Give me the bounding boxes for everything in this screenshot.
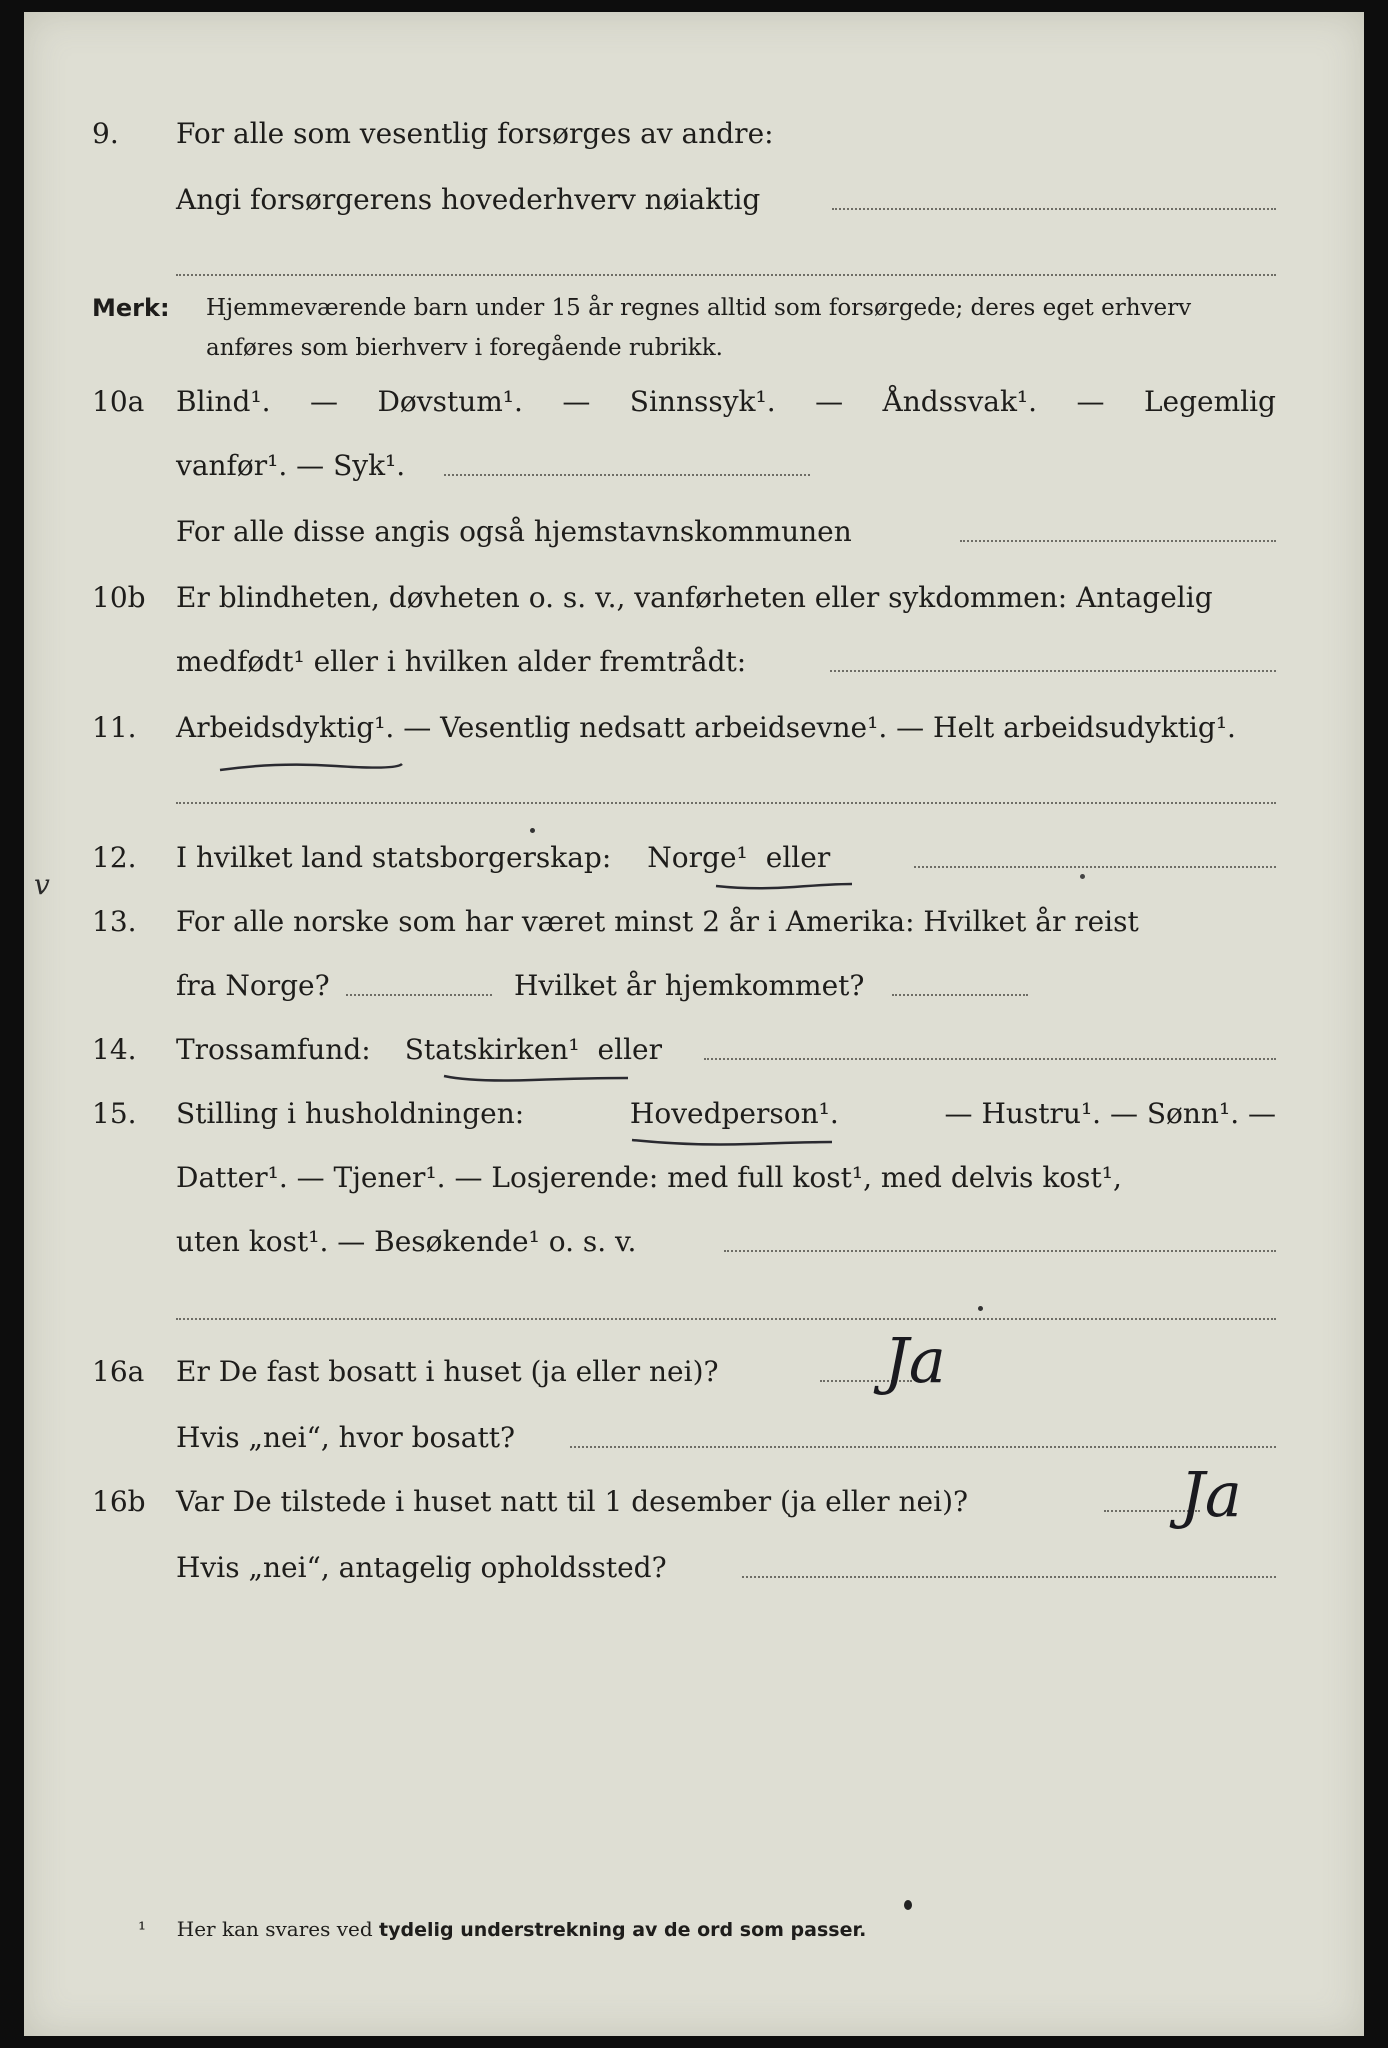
footnote-marker: ¹: [138, 1917, 147, 1941]
ink-speck: [1080, 874, 1085, 879]
q15-number: 15.: [92, 1097, 137, 1130]
q12-suffix: eller: [765, 841, 831, 874]
q12-content: [176, 836, 830, 880]
q16a-number: 16a: [92, 1355, 145, 1388]
q10a-options: [176, 380, 1276, 424]
q9-answer-line[interactable]: [832, 208, 1276, 210]
q16a-line-1: Er De fast bosatt i huset (ja eller nei)?: [176, 1355, 719, 1388]
q14-option-statskirken[interactable]: Statskirken¹: [404, 1033, 580, 1066]
q13-number: 13.: [92, 905, 137, 938]
q10b-number: 10b: [92, 581, 146, 614]
merk-line-1: Hjemmeværende barn under 15 år regnes alltid som forsørgede; deres eget erhverv: [206, 295, 1192, 321]
q14-row: [24, 1028, 1364, 1072]
q10b-line-1: Er blindheten, døvheten o. s. v., vanførheten eller sykdommen: Antagelig: [176, 581, 1213, 614]
q11-handwritten-underline: [216, 756, 406, 776]
q13-line-2a: fra Norge?: [176, 969, 330, 1002]
q15-line-1: [176, 1092, 1276, 1136]
q14-answer-line[interactable]: [704, 1058, 1276, 1060]
q16b-line-1: Var De tilstede i huset natt til 1 desember (ja eller nei)?: [176, 1485, 969, 1518]
q12-number: 12.: [92, 841, 137, 874]
q15-answer-line[interactable]: [724, 1250, 1276, 1252]
q10a-row-1: [24, 380, 1364, 424]
q16b-row-2: [24, 1546, 1364, 1590]
q10a-option-legemlig[interactable]: Legemlig: [1143, 385, 1276, 418]
q11-row: [24, 706, 1364, 750]
q10a-dash: —: [562, 385, 591, 418]
q12-prefix: I hvilket land statsborgerskap:: [176, 841, 612, 874]
q16b-handwritten-answer: Ja: [1180, 1458, 1242, 1531]
q16b-opholdssted-answer-line[interactable]: [742, 1576, 1276, 1578]
q15-row-1: [24, 1092, 1364, 1136]
q15-prefix: Stilling i husholdningen:: [176, 1097, 525, 1130]
q15-row-3: [24, 1220, 1364, 1264]
q13-row-2: [24, 964, 1364, 1008]
q9-answer-line-2[interactable]: [176, 274, 1276, 276]
q14-number: 14.: [92, 1033, 137, 1066]
ink-speck: [530, 828, 535, 833]
q10a-line-2: vanfør¹. — Syk¹.: [176, 449, 406, 482]
q9-line-1: For alle som vesentlig forsørges av andre:: [176, 117, 774, 150]
q16a-row-1: [24, 1350, 1364, 1394]
q11-answer-line[interactable]: [176, 802, 1276, 804]
q16a-handwritten-answer: Ja: [884, 1324, 946, 1397]
footnote-bold-text: tydelig understrekning av de ord som passer.: [379, 1919, 867, 1941]
q16b-line-2: Hvis „nei“, antagelig opholdssted?: [176, 1551, 667, 1584]
census-form-page: [24, 12, 1364, 2036]
q10a-row-3: [24, 510, 1364, 554]
q10a-number: 10a: [92, 385, 145, 418]
q12-margin-check-mark: v: [34, 868, 50, 901]
q15-line-1-rest: — Hustru¹. — Sønn¹. —: [944, 1097, 1276, 1130]
q10b-row-1: [24, 576, 1364, 620]
q10b-answer-line[interactable]: [830, 670, 1276, 672]
ink-speck: [904, 1900, 912, 1910]
merk-text: [206, 288, 1276, 368]
q14-handwritten-underline: [442, 1070, 632, 1086]
q10a-hjemstavn-line[interactable]: [960, 540, 1276, 542]
q14-prefix: Trossamfund:: [176, 1033, 371, 1066]
q10b-row-2: [24, 640, 1364, 684]
q10b-line-2: medfødt¹ eller i hvilken alder fremtrådt:: [176, 645, 747, 678]
q13-reist-answer-line[interactable]: [346, 994, 492, 996]
q15-answer-line-2[interactable]: [176, 1318, 1276, 1320]
merk-note: [24, 288, 1364, 368]
q10a-option-andssvak[interactable]: Åndssvak¹.: [882, 385, 1038, 418]
q12-handwritten-underline: [714, 878, 854, 894]
q10a-option-blind[interactable]: Blind¹.: [176, 385, 271, 418]
q10a-answer-line[interactable]: [444, 474, 810, 476]
q10a-dash: —: [1076, 385, 1105, 418]
q10a-dash: —: [310, 385, 339, 418]
q15-row-2: [24, 1156, 1364, 1200]
q11-number: 11.: [92, 711, 137, 744]
q9-row-1: [24, 112, 1364, 156]
q9-row-2: [24, 178, 1364, 222]
q10a-dash: —: [815, 385, 844, 418]
q9-line-2: Angi forsørgerens hovederhverv nøiaktig: [176, 183, 761, 216]
merk-line-2: anføres som bierhverv i foregående rubrikk.: [206, 335, 723, 361]
q16a-bosatt-answer-line[interactable]: [570, 1446, 1276, 1448]
q12-option-norge[interactable]: Norge¹: [647, 841, 748, 874]
q13-line-2b: Hvilket år hjemkommet?: [514, 969, 865, 1002]
q10a-option-sinnssyk[interactable]: Sinnssyk¹.: [629, 385, 776, 418]
q9-number: 9.: [92, 117, 119, 150]
q10a-line-3: For alle disse angis også hjemstavnskommunen: [176, 515, 852, 548]
q15-option-hovedperson[interactable]: Hovedperson¹.: [629, 1097, 839, 1130]
q14-suffix: eller: [597, 1033, 662, 1066]
q12-row: [24, 836, 1364, 880]
q15-line-3: uten kost¹. — Besøkende¹ o. s. v.: [176, 1225, 637, 1258]
q16b-row-1: [24, 1480, 1364, 1524]
q16b-number: 16b: [92, 1485, 146, 1518]
q15-handwritten-underline: [630, 1134, 834, 1150]
q10a-row-2: [24, 444, 1364, 488]
q11-text: Arbeidsdyktig¹. — Vesentlig nedsatt arbeidsevne¹. — Helt arbeidsudyktig¹.: [176, 711, 1236, 744]
q10a-option-dovstum[interactable]: Døvstum¹.: [377, 385, 523, 418]
q12-answer-line[interactable]: [914, 866, 1276, 868]
q13-row-1: [24, 900, 1364, 944]
footnote-plain-text: Her kan svares ved: [176, 1917, 373, 1941]
q13-line-1: For alle norske som har været minst 2 år i Amerika: Hvilket år reist: [176, 905, 1139, 938]
q16a-row-2: [24, 1416, 1364, 1460]
q14-content: [176, 1028, 662, 1072]
ink-speck: [978, 1306, 983, 1311]
q13-hjemkommet-answer-line[interactable]: [892, 994, 1028, 996]
q15-line-2: Datter¹. — Tjener¹. — Losjerende: med full kost¹, med delvis kost¹,: [176, 1161, 1122, 1194]
merk-label: Merk:: [92, 294, 170, 322]
footnote: [138, 1914, 866, 1945]
q16a-line-2: Hvis „nei“, hvor bosatt?: [176, 1421, 515, 1454]
